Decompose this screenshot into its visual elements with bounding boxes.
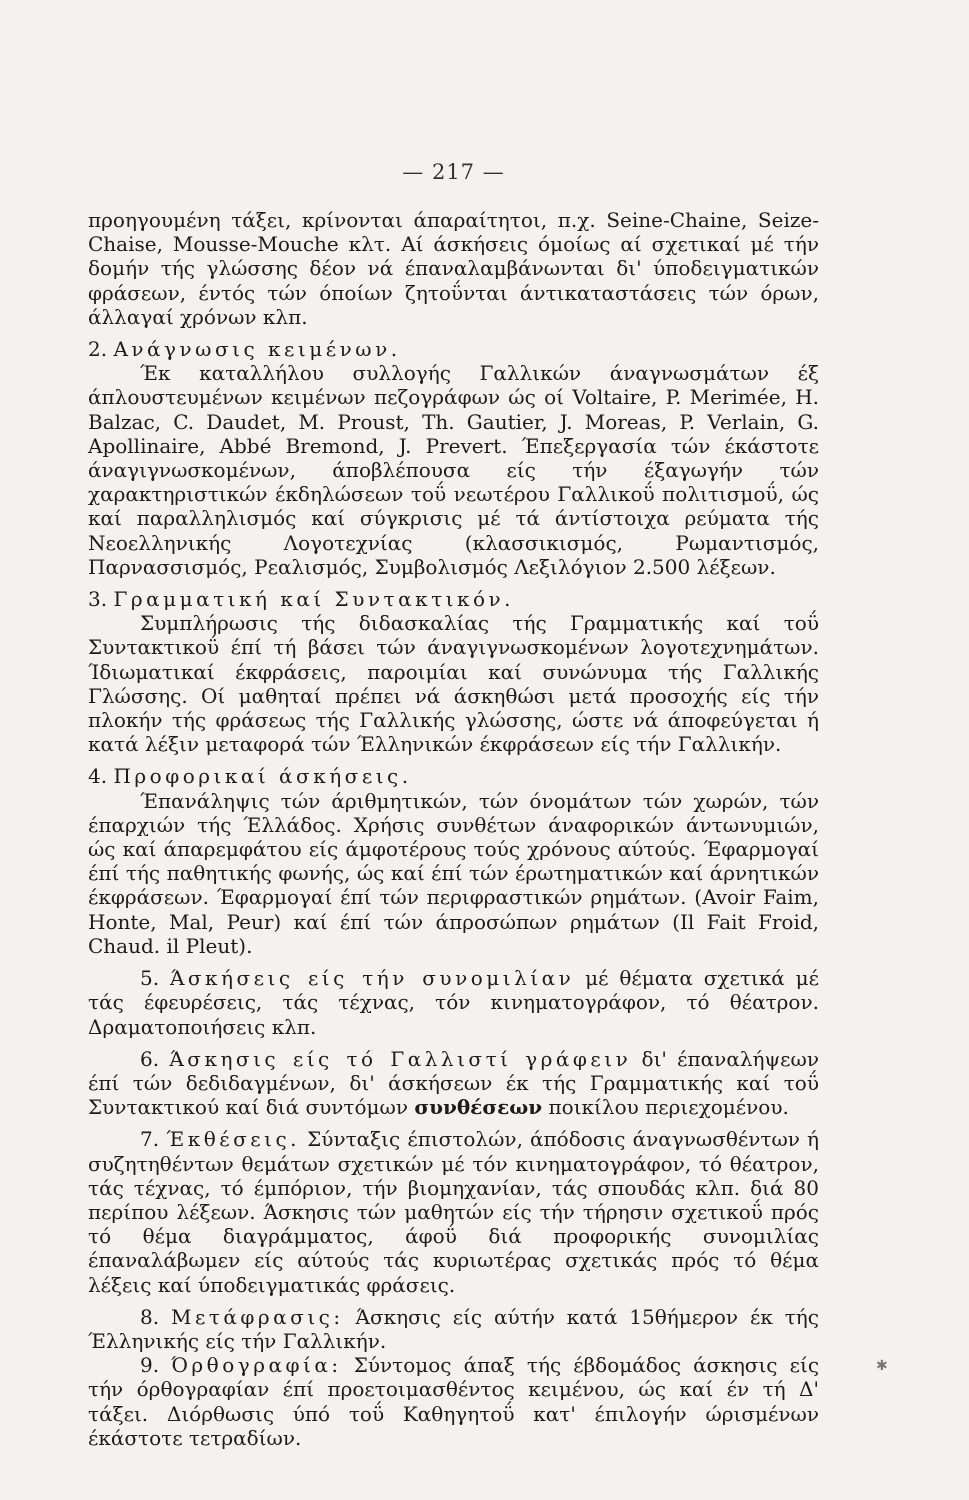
section-5-paragraph	[88, 966, 819, 1039]
section-4-number: 4.	[88, 764, 108, 789]
section-7-number: 7.	[140, 1127, 160, 1152]
section-4-heading	[88, 764, 819, 788]
section-5-title: Άσκήσεις είς τήν συνομιλίαν	[169, 966, 575, 991]
section-8-body: Άσκησις είς αύτήν κατά 15θήμερον έκ τής Έλληνικής είς τήν Γαλλικήν.	[88, 1304, 819, 1353]
section-9-paragraph	[88, 1353, 819, 1450]
section-9-body: Σύντομος άπαξ τής έβδομάδος άσκησις είς τήν όρθογραφίαν έπί προετοιμασθέντος κειμένου, ώς καί έν τή Δ' τάξει. Διόρθωσις ύπό τοΰ Καθηγητοΰ κατ' έπιλογήν ώρισμένων έκάστοτε τετραδίων.	[88, 1353, 820, 1450]
section-6-body-b: συνθέσεων	[414, 1095, 543, 1120]
intro-paragraph: προηγουμένη τάξει, κρίνονται άπαραίτητοι, π.χ. Seine-Chaine, Seize-Chaise, Mousse-Mouche κλτ. Αί άσκήσεις όμοίως αί σχετικαί μέ τήν δομήν τής γλώσσης δέον νά έπαναλαμβάνωνται δι' ύποδειγματικών φράσεων, έντός τών όποίων ζητοΰνται άντικαταστάσεις τών όρων, άλλαγαί χρόνων κλπ.	[88, 208, 819, 329]
section-6-body-c: ποικίλου περιεχομένου.	[548, 1095, 789, 1120]
section-8-title: Μετάφρασις:	[171, 1304, 344, 1329]
section-3-heading	[88, 587, 819, 611]
section-6-number: 6.	[140, 1046, 160, 1071]
section-2-heading	[88, 337, 819, 361]
section-7-body: Σύνταξις έπιστολών, άπόδοσις άναγνωσθέντων ή συζητηθέντων θεμάτων σχετικών μέ τόν κινηματογράφον, τό θέατρον, τάς τέχνας, τό έμπόριον, τήν βιομηχανίαν, τάς σπουδάς κλπ. διά 80 περίπου λέξεων. Άσκησις τών μαθητών είς τήν τήρησιν σχετικοΰ πρός τό θέμα διαγράμματος, άφοΰ διά προφορικής συνομιλίας έπαναλάβωμεν είς αύτούς τάς κυριωτέρας σχετικάς πρός τό θέμα λέξεις καί ύποδειγματικάς φράσεις.	[88, 1127, 820, 1297]
page-number: — 217 —	[402, 160, 505, 184]
section-4-title: Προφορικαί άσκήσεις.	[113, 764, 412, 789]
section-3-body: Συμπλήρωσις τής διδασκαλίας τής Γραμματικής καί τοΰ Συντακτικοΰ έπί τή βάσει τών άναγιγνωσκομένων λογοτεχνημάτων. Ίδιωματικαί έκφράσεις, παροιμίαι καί συνώνυμα τής Γαλλικής Γλώσσης. Οί μαθηταί πρέπει νά άσκηθώσι μετά προσοχής είς τήν πλοκήν τής φράσεως τής Γαλλικής γλώσσης, ώστε νά άποφεύγεται ή κατά λέξιν μεταφορά τών Έλληνικών έκφράσεων είς τήν Γαλλικήν.	[88, 611, 819, 757]
section-5-number: 5.	[140, 966, 160, 991]
section-9-number: 9.	[140, 1353, 160, 1378]
section-8-number: 8.	[140, 1304, 160, 1329]
section-2-body: Έκ καταλλήλου συλλογής Γαλλικών άναγνωσμάτων έξ άπλουστευμένων κειμένων πεζογράφων ώς οί Voltaire, P. Merimée, H. Balzac, C. Daudet, M. Proust, Th. Gautier, J. Moreas, P. Verlain, G. Apollinaire, Abbé Bremond, J. Prevert. Έπεξεργασία τών έκάστοτε άναγιγνωσκομένων, άποβλέπουσα είς τήν έξαγωγήν τών χαρακτηριστικών έκδηλώσεων τοΰ νεωτέρου Γαλλικοΰ πολιτισμοΰ, ώς καί παραλληλισμός καί σύγκρισις μέ τά άντίστοιχα ρεύματα τής Νεοελληνικής Λογοτεχνίας (κλασσικισμός, Ρωμαντισμός, Παρνασσισμός, Ρεαλισμός, Συμβολισμός Λεξιλόγιον 2.500 λέξεων.	[88, 361, 819, 579]
section-5-body: μέ θέματα σχετικά μέ τάς έφευρέσεις, τάς τέχνας, τόν κινηματογράφον, τό θέατρον. Δραματοποιήσεις κλπ.	[88, 966, 819, 1039]
section-6-paragraph	[88, 1047, 819, 1120]
section-2-title: Ανάγνωσις κειμένων.	[113, 337, 401, 362]
section-8-paragraph	[88, 1305, 819, 1353]
section-4-body: Έπανάληψις τών άριθμητικών, τών όνομάτων τών χωρών, τών έπαρχιών τής Έλλάδος. Χρήσις συνθέτων άναφορικών άντωνυμιών, ώς καί άπαρεμφάτου είς άμφοτέρους τούς χρόνους αύτούς. Έφαρμογαί έπί τής παθητικής φωνής, ώς καί έπί τών έρωτηματικών καί άρνητικών έκφράσεων. Έφαρμογαί έπί τών περιφραστικών ρημάτων. (Avoir Faim, Honte, Mal, Peur) καί έπί τών άπροσώπων ρημάτων (Il Fait Froid, Chaud. il Pleut).	[88, 788, 819, 958]
section-7-title: Έκθέσεις.	[166, 1127, 301, 1152]
section-9-title: Όρθογραφία:	[171, 1353, 342, 1378]
section-2-number: 2.	[88, 337, 108, 362]
body-text	[88, 208, 819, 1450]
section-6-body-a: δι' έπαναλήψεων έπί τών δεδιδαγμένων, δι' άσκήσεων έκ τής Γραμματικής καί τοΰ Συντακτικού καί διά συντόμων	[88, 1046, 820, 1120]
section-3-number: 3.	[88, 587, 108, 612]
ink-mark-decoration: ✱	[876, 1358, 888, 1374]
section-6-title: Άσκησις είς τό Γαλλιστί γράφειν	[169, 1046, 632, 1071]
section-7-paragraph	[88, 1127, 819, 1296]
section-3-title: Γραμματική καί Συντακτικόν.	[113, 587, 515, 612]
